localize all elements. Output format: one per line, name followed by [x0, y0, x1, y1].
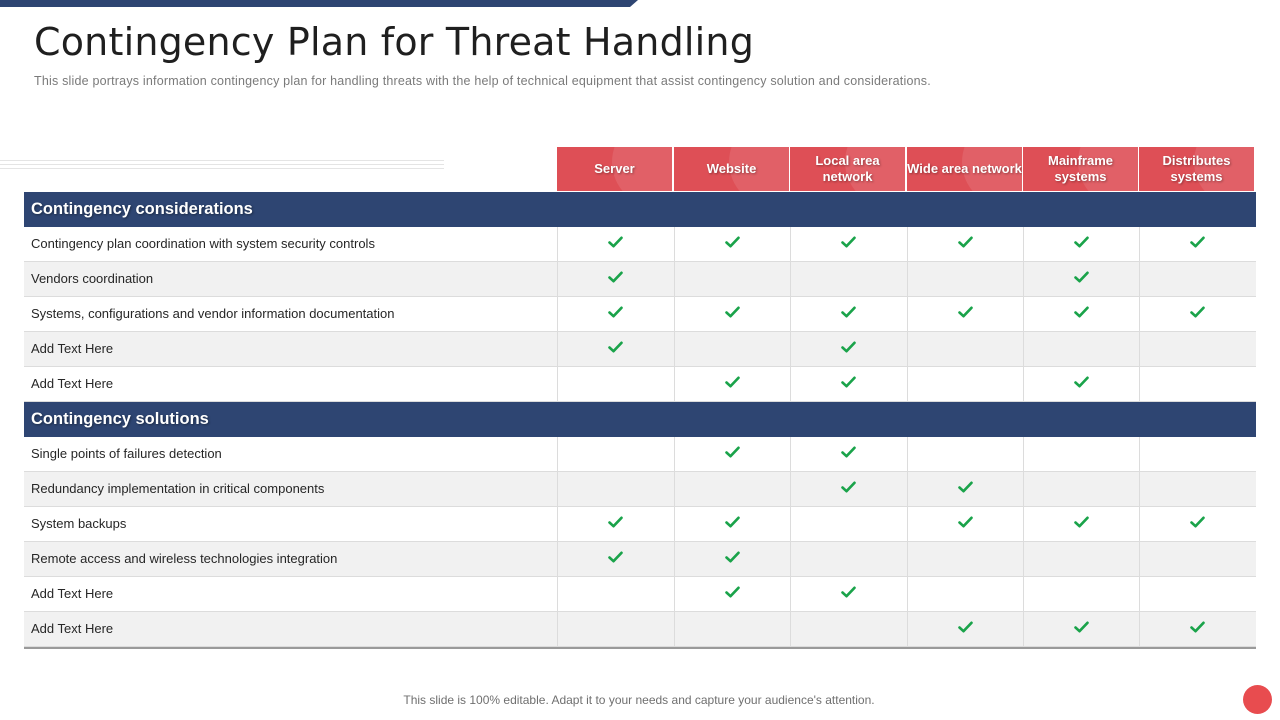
- table-cell: [790, 472, 906, 506]
- section-header: Contingency solutions: [24, 402, 1256, 437]
- table-row: [24, 612, 1256, 647]
- checkmark-icon: [608, 515, 623, 533]
- table-cell: [1139, 262, 1255, 296]
- column-header-label: Website: [706, 161, 757, 176]
- table-row: [24, 437, 1256, 472]
- checkmark-icon: [841, 480, 856, 498]
- table-cell: [1139, 297, 1255, 331]
- table-cell: [907, 612, 1023, 646]
- table-cell: [907, 577, 1023, 611]
- table-cell: [557, 227, 673, 261]
- table-cell: [1023, 612, 1139, 646]
- table-cell: [790, 577, 906, 611]
- checkmark-icon: [1190, 620, 1205, 638]
- table-cell: [674, 367, 790, 401]
- checkmark-icon: [608, 235, 623, 253]
- table-row: [24, 367, 1256, 402]
- row-label: System backups: [31, 516, 127, 531]
- checkmark-icon: [958, 515, 973, 533]
- column-header-2: [790, 147, 905, 191]
- checkmark-icon: [841, 305, 856, 323]
- column-header-label: Wide area network: [907, 161, 1022, 176]
- table-cell: [1023, 262, 1139, 296]
- table-cell: [790, 367, 906, 401]
- table-cell: [907, 507, 1023, 541]
- row-label: Add Text Here: [31, 586, 114, 601]
- table-cell: [1023, 577, 1139, 611]
- table-cell: [790, 227, 906, 261]
- table-cell: [557, 262, 673, 296]
- table-cell: [1139, 367, 1255, 401]
- table-cell: [674, 332, 790, 366]
- row-label: Systems, configurations and vendor information documentation: [31, 306, 395, 321]
- table-cell: [1139, 577, 1255, 611]
- column-header-label: Local area network: [815, 153, 880, 184]
- checkmark-icon: [725, 515, 740, 533]
- row-label: Contingency plan coordination with system security controls: [31, 236, 375, 251]
- table-row: [24, 332, 1256, 367]
- table-cell: [790, 507, 906, 541]
- table-cell: [557, 507, 673, 541]
- row-label: Redundancy implementation in critical components: [31, 481, 325, 496]
- table-cell: [674, 227, 790, 261]
- checkmark-icon: [958, 305, 973, 323]
- decorative-lines: [0, 160, 444, 172]
- table-cell: [907, 472, 1023, 506]
- column-header-1: [674, 147, 789, 191]
- checkmark-icon: [608, 340, 623, 358]
- table-cell: [1139, 507, 1255, 541]
- table-row: [24, 577, 1256, 612]
- checkmark-icon: [608, 550, 623, 568]
- checkmark-icon: [608, 270, 623, 288]
- table-cell: [557, 332, 673, 366]
- column-header-3: [907, 147, 1022, 191]
- checkmark-icon: [958, 235, 973, 253]
- top-accent-bar: [0, 0, 638, 7]
- table-cell: [557, 367, 673, 401]
- checkmark-icon: [1190, 235, 1205, 253]
- table-cell: [1023, 332, 1139, 366]
- checkmark-icon: [841, 445, 856, 463]
- table-row: [24, 507, 1256, 542]
- table-cell: [790, 612, 906, 646]
- column-header-label: Distributes systems: [1162, 153, 1231, 184]
- checkmark-icon: [1074, 305, 1089, 323]
- table-cell: [1139, 472, 1255, 506]
- table-row: [24, 542, 1256, 577]
- section-header: Contingency considerations: [24, 192, 1256, 227]
- table-row: [24, 472, 1256, 507]
- table-cell: [674, 472, 790, 506]
- row-label: Add Text Here: [31, 341, 114, 356]
- table-cell: [674, 612, 790, 646]
- checkmark-icon: [1074, 270, 1089, 288]
- table-cell: [674, 577, 790, 611]
- page-title: Contingency Plan for Threat Handling: [34, 20, 755, 64]
- table-row: [24, 297, 1256, 332]
- checkmark-icon: [608, 305, 623, 323]
- checkmark-icon: [725, 550, 740, 568]
- checkmark-icon: [958, 620, 973, 638]
- table-cell: [907, 262, 1023, 296]
- row-label: Vendors coordination: [31, 271, 154, 286]
- column-header-0: [557, 147, 672, 191]
- table-cell: [1023, 297, 1139, 331]
- table-cell: [1139, 612, 1255, 646]
- table-cell: [790, 332, 906, 366]
- table-cell: [907, 437, 1023, 471]
- table-cell: [790, 437, 906, 471]
- table-cell: [557, 472, 673, 506]
- table-cell: [557, 297, 673, 331]
- checkmark-icon: [841, 340, 856, 358]
- table-cell: [674, 542, 790, 576]
- checkmark-icon: [841, 235, 856, 253]
- table-cell: [1139, 437, 1255, 471]
- table-cell: [1139, 227, 1255, 261]
- table-cell: [674, 297, 790, 331]
- checkmark-icon: [1190, 515, 1205, 533]
- table-cell: [790, 542, 906, 576]
- checkmark-icon: [725, 375, 740, 393]
- table-cell: [1023, 227, 1139, 261]
- row-label: Single points of failures detection: [31, 446, 222, 461]
- table-cell: [674, 437, 790, 471]
- table-row: [24, 262, 1256, 297]
- checkmark-icon: [1190, 305, 1205, 323]
- column-header-5: [1139, 147, 1254, 191]
- table-cell: [674, 262, 790, 296]
- table-cell: [907, 367, 1023, 401]
- checkmark-icon: [725, 235, 740, 253]
- checkmark-icon: [841, 375, 856, 393]
- checkmark-icon: [1074, 515, 1089, 533]
- corner-dot-icon: [1243, 685, 1272, 714]
- table-row: [24, 227, 1256, 262]
- column-header-4: [1023, 147, 1138, 191]
- checkmark-icon: [1074, 620, 1089, 638]
- checkmark-icon: [1074, 375, 1089, 393]
- table-cell: [1023, 472, 1139, 506]
- table-cell: [907, 227, 1023, 261]
- column-header-label: Mainframe systems: [1047, 153, 1114, 184]
- table-cell: [790, 297, 906, 331]
- row-label: Add Text Here: [31, 621, 114, 636]
- table-cell: [1139, 332, 1255, 366]
- column-header-label: Server: [594, 161, 635, 176]
- table-bottom-border: [24, 647, 1256, 649]
- checkmark-icon: [725, 305, 740, 323]
- table-cell: [790, 262, 906, 296]
- table-cell: [907, 332, 1023, 366]
- row-label: Remote access and wireless technologies integration: [31, 551, 338, 566]
- checkmark-icon: [1074, 235, 1089, 253]
- checkmark-icon: [725, 585, 740, 603]
- footer-note: This slide is 100% editable. Adapt it to your needs and capture your audience's attention.: [403, 693, 875, 707]
- checkmark-icon: [958, 480, 973, 498]
- table-cell: [907, 297, 1023, 331]
- checkmark-icon: [725, 445, 740, 463]
- table-cell: [557, 437, 673, 471]
- table-cell: [674, 507, 790, 541]
- table-cell: [1023, 507, 1139, 541]
- table-cell: [1023, 437, 1139, 471]
- checkmark-icon: [841, 585, 856, 603]
- table-cell: [1023, 367, 1139, 401]
- table-cell: [1023, 542, 1139, 576]
- table-cell: [557, 577, 673, 611]
- page-subtitle: This slide portrays information contingency plan for handling threats with the help of technical equipment that assist contingency solution and considerations.: [34, 74, 931, 88]
- table-cell: [557, 612, 673, 646]
- table-cell: [557, 542, 673, 576]
- row-label: Add Text Here: [31, 376, 114, 391]
- table-cell: [907, 542, 1023, 576]
- table-cell: [1139, 542, 1255, 576]
